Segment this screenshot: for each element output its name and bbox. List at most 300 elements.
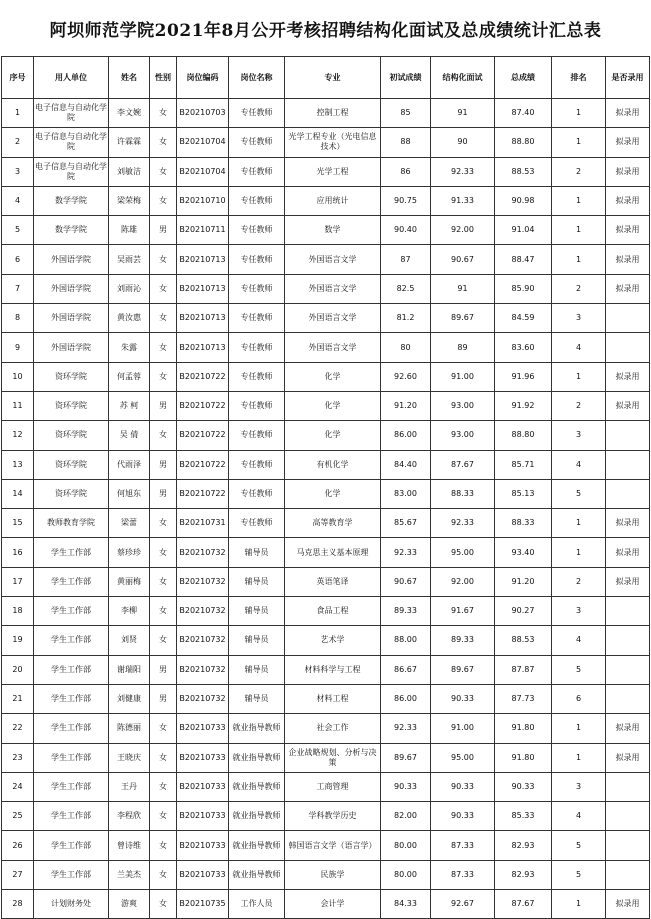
name-cell: 兰美杰 <box>109 860 150 889</box>
rank-cell: 3 <box>552 597 606 626</box>
post-code-cell: B20210722 <box>177 391 229 420</box>
prelim-score-cell: 85.67 <box>381 509 431 538</box>
interview-score-cell: 90.33 <box>431 772 495 801</box>
col-rank-header: 排名 <box>552 57 606 99</box>
name-cell: 李柳 <box>109 597 150 626</box>
post-name-cell: 辅导员 <box>229 538 285 567</box>
name-cell: 谢瑞阳 <box>109 655 150 684</box>
gender-cell: 女 <box>150 186 177 215</box>
rank-cell: 5 <box>552 479 606 508</box>
rank-cell: 1 <box>552 509 606 538</box>
hired-cell: 拟录用 <box>606 186 650 215</box>
prelim-score-cell: 80 <box>381 333 431 362</box>
total-score-cell: 82.93 <box>495 860 552 889</box>
interview-score-cell: 93.00 <box>431 391 495 420</box>
total-score-cell: 82.93 <box>495 831 552 860</box>
employer-cell: 学生工作部 <box>34 538 109 567</box>
table-row <box>2 157 650 186</box>
major-cell: 外国语言文学 <box>285 245 381 274</box>
post-code-cell: B20210733 <box>177 743 229 772</box>
employer-cell: 资环学院 <box>34 450 109 479</box>
prelim-score-cell: 81.2 <box>381 304 431 333</box>
prelim-score-cell: 90.75 <box>381 186 431 215</box>
post-code-cell: B20210711 <box>177 216 229 245</box>
col-hired-header: 是否录用 <box>606 57 650 99</box>
total-score-cell: 87.87 <box>495 655 552 684</box>
total-score-cell: 88.53 <box>495 626 552 655</box>
prelim-score-cell: 92.60 <box>381 362 431 391</box>
rank-cell: 2 <box>552 567 606 596</box>
major-cell: 数学 <box>285 216 381 245</box>
major-cell: 英语笔译 <box>285 567 381 596</box>
post-code-cell: B20210732 <box>177 684 229 713</box>
total-score-cell: 91.96 <box>495 362 552 391</box>
post-name-cell: 专任教师 <box>229 421 285 450</box>
gender-cell: 女 <box>150 714 177 743</box>
post-name-cell: 专任教师 <box>229 479 285 508</box>
prelim-score-cell: 85 <box>381 99 431 128</box>
rank-cell: 1 <box>552 890 606 919</box>
total-score-cell: 87.67 <box>495 890 552 919</box>
interview-score-cell: 92.00 <box>431 216 495 245</box>
gender-cell: 女 <box>150 890 177 919</box>
post-name-cell: 专任教师 <box>229 157 285 186</box>
interview-score-cell: 90.33 <box>431 684 495 713</box>
employer-cell: 计划财务处 <box>34 890 109 919</box>
rank-cell: 3 <box>552 421 606 450</box>
major-cell: 高等教育学 <box>285 509 381 538</box>
major-cell: 化学 <box>285 362 381 391</box>
interview-score-cell: 87.67 <box>431 450 495 479</box>
prelim-score-cell: 90.40 <box>381 216 431 245</box>
post-name-cell: 辅导员 <box>229 626 285 655</box>
table-row <box>2 362 650 391</box>
post-name-cell: 专任教师 <box>229 99 285 128</box>
gender-cell: 男 <box>150 655 177 684</box>
seq-cell: 1 <box>2 99 34 128</box>
hired-cell: 拟录用 <box>606 157 650 186</box>
post-code-cell: B20210704 <box>177 157 229 186</box>
seq-cell: 9 <box>2 333 34 362</box>
major-cell: 会计学 <box>285 890 381 919</box>
prelim-score-cell: 90.33 <box>381 772 431 801</box>
prelim-score-cell: 89.67 <box>381 743 431 772</box>
name-cell: 李文婉 <box>109 99 150 128</box>
interview-score-cell: 91.33 <box>431 186 495 215</box>
interview-score-cell: 93.00 <box>431 421 495 450</box>
prelim-score-cell: 87 <box>381 245 431 274</box>
employer-cell: 数学学院 <box>34 216 109 245</box>
name-cell: 许霖霖 <box>109 128 150 157</box>
interview-score-cell: 91.67 <box>431 597 495 626</box>
seq-cell: 27 <box>2 860 34 889</box>
col-post-code-header: 岗位编码 <box>177 57 229 99</box>
post-name-cell: 辅导员 <box>229 655 285 684</box>
post-code-cell: B20210733 <box>177 714 229 743</box>
major-cell: 光学工程专业（光电信息技术） <box>285 128 381 157</box>
seq-cell: 7 <box>2 274 34 303</box>
prelim-score-cell: 84.40 <box>381 450 431 479</box>
prelim-score-cell: 88 <box>381 128 431 157</box>
table-row <box>2 655 650 684</box>
interview-score-cell: 89 <box>431 333 495 362</box>
major-cell: 有机化学 <box>285 450 381 479</box>
post-name-cell: 专任教师 <box>229 128 285 157</box>
major-cell: 控制工程 <box>285 99 381 128</box>
post-code-cell: B20210733 <box>177 772 229 801</box>
gender-cell: 女 <box>150 245 177 274</box>
major-cell: 化学 <box>285 479 381 508</box>
results-table <box>1 56 650 919</box>
table-row <box>2 245 650 274</box>
post-name-cell: 专任教师 <box>229 391 285 420</box>
employer-cell: 学生工作部 <box>34 597 109 626</box>
post-code-cell: B20210732 <box>177 626 229 655</box>
col-name-header: 姓名 <box>109 57 150 99</box>
gender-cell: 男 <box>150 391 177 420</box>
hired-cell: 拟录用 <box>606 391 650 420</box>
name-cell: 梁蕾 <box>109 509 150 538</box>
rank-cell: 1 <box>552 714 606 743</box>
hired-cell: 拟录用 <box>606 216 650 245</box>
seq-cell: 25 <box>2 802 34 831</box>
gender-cell: 女 <box>150 333 177 362</box>
post-code-cell: B20210733 <box>177 831 229 860</box>
table-row <box>2 860 650 889</box>
seq-cell: 2 <box>2 128 34 157</box>
seq-cell: 10 <box>2 362 34 391</box>
interview-score-cell: 89.67 <box>431 304 495 333</box>
rank-cell: 1 <box>552 538 606 567</box>
major-cell: 企业战略规划、分析与决策 <box>285 743 381 772</box>
gender-cell: 女 <box>150 597 177 626</box>
hired-cell <box>606 860 650 889</box>
post-code-cell: B20210722 <box>177 450 229 479</box>
employer-cell: 学生工作部 <box>34 626 109 655</box>
post-code-cell: B20210732 <box>177 538 229 567</box>
rank-cell: 5 <box>552 831 606 860</box>
name-cell: 王晓庆 <box>109 743 150 772</box>
total-score-cell: 87.73 <box>495 684 552 713</box>
total-score-cell: 83.60 <box>495 333 552 362</box>
name-cell: 何孟蓉 <box>109 362 150 391</box>
post-code-cell: B20210713 <box>177 245 229 274</box>
interview-score-cell: 91.00 <box>431 714 495 743</box>
prelim-score-cell: 82.5 <box>381 274 431 303</box>
post-name-cell: 辅导员 <box>229 597 285 626</box>
employer-cell: 外国语学院 <box>34 274 109 303</box>
major-cell: 化学 <box>285 421 381 450</box>
gender-cell: 女 <box>150 772 177 801</box>
major-cell: 光学工程 <box>285 157 381 186</box>
prelim-score-cell: 86.00 <box>381 684 431 713</box>
table-row <box>2 391 650 420</box>
interview-score-cell: 92.33 <box>431 509 495 538</box>
hired-cell: 拟录用 <box>606 567 650 596</box>
rank-cell: 6 <box>552 684 606 713</box>
major-cell: 韩国语言文学（语言学） <box>285 831 381 860</box>
employer-cell: 资环学院 <box>34 479 109 508</box>
interview-score-cell: 91.00 <box>431 362 495 391</box>
hired-cell: 拟录用 <box>606 128 650 157</box>
header-row <box>2 57 650 99</box>
post-name-cell: 专任教师 <box>229 362 285 391</box>
hired-cell: 拟录用 <box>606 99 650 128</box>
total-score-cell: 88.47 <box>495 245 552 274</box>
col-post-name-header: 岗位名称 <box>229 57 285 99</box>
major-cell: 外国语言文学 <box>285 333 381 362</box>
employer-cell: 电子信息与自动化学院 <box>34 99 109 128</box>
post-name-cell: 就业指导教师 <box>229 802 285 831</box>
total-score-cell: 91.80 <box>495 714 552 743</box>
seq-cell: 6 <box>2 245 34 274</box>
hired-cell <box>606 421 650 450</box>
table-row <box>2 684 650 713</box>
employer-cell: 学生工作部 <box>34 743 109 772</box>
prelim-score-cell: 86 <box>381 157 431 186</box>
table-row <box>2 890 650 919</box>
interview-score-cell: 91 <box>431 99 495 128</box>
name-cell: 吴雨芸 <box>109 245 150 274</box>
gender-cell: 女 <box>150 831 177 860</box>
gender-cell: 女 <box>150 802 177 831</box>
table-row <box>2 450 650 479</box>
employer-cell: 学生工作部 <box>34 684 109 713</box>
major-cell: 民族学 <box>285 860 381 889</box>
post-name-cell: 专任教师 <box>229 245 285 274</box>
employer-cell: 学生工作部 <box>34 655 109 684</box>
post-name-cell: 专任教师 <box>229 216 285 245</box>
col-total-score-header: 总成绩 <box>495 57 552 99</box>
rank-cell: 2 <box>552 157 606 186</box>
interview-score-cell: 95.00 <box>431 743 495 772</box>
table-row <box>2 479 650 508</box>
prelim-score-cell: 80.00 <box>381 860 431 889</box>
major-cell: 化学 <box>285 391 381 420</box>
table-row <box>2 567 650 596</box>
prelim-score-cell: 92.33 <box>381 714 431 743</box>
post-code-cell: B20210733 <box>177 860 229 889</box>
post-name-cell: 辅导员 <box>229 567 285 596</box>
total-score-cell: 88.53 <box>495 157 552 186</box>
seq-cell: 4 <box>2 186 34 215</box>
total-score-cell: 87.40 <box>495 99 552 128</box>
gender-cell: 男 <box>150 450 177 479</box>
gender-cell: 女 <box>150 99 177 128</box>
major-cell: 外国语言文学 <box>285 274 381 303</box>
prelim-score-cell: 83.00 <box>381 479 431 508</box>
table-row <box>2 743 650 772</box>
gender-cell: 女 <box>150 421 177 450</box>
rank-cell: 3 <box>552 772 606 801</box>
name-cell: 游爽 <box>109 890 150 919</box>
name-cell: 陈雄 <box>109 216 150 245</box>
col-major-header: 专业 <box>285 57 381 99</box>
post-name-cell: 专任教师 <box>229 274 285 303</box>
hired-cell <box>606 479 650 508</box>
table-row <box>2 304 650 333</box>
table-row <box>2 831 650 860</box>
interview-score-cell: 87.33 <box>431 860 495 889</box>
seq-cell: 21 <box>2 684 34 713</box>
rank-cell: 1 <box>552 362 606 391</box>
col-interview-score-header: 结构化面试 <box>431 57 495 99</box>
employer-cell: 学生工作部 <box>34 860 109 889</box>
hired-cell <box>606 802 650 831</box>
post-name-cell: 专任教师 <box>229 333 285 362</box>
hired-cell <box>606 450 650 479</box>
post-name-cell: 专任教师 <box>229 304 285 333</box>
rank-cell: 4 <box>552 333 606 362</box>
hired-cell <box>606 831 650 860</box>
col-employer-header: 用人单位 <box>34 57 109 99</box>
seq-cell: 18 <box>2 597 34 626</box>
post-code-cell: B20210732 <box>177 567 229 596</box>
gender-cell: 男 <box>150 684 177 713</box>
employer-cell: 电子信息与自动化学院 <box>34 157 109 186</box>
table-row <box>2 128 650 157</box>
post-code-cell: B20210732 <box>177 597 229 626</box>
major-cell: 艺术学 <box>285 626 381 655</box>
employer-cell: 资环学院 <box>34 421 109 450</box>
name-cell: 陈德丽 <box>109 714 150 743</box>
prelim-score-cell: 86.67 <box>381 655 431 684</box>
post-code-cell: B20210710 <box>177 186 229 215</box>
rank-cell: 5 <box>552 655 606 684</box>
seq-cell: 12 <box>2 421 34 450</box>
prelim-score-cell: 80.00 <box>381 831 431 860</box>
table-row <box>2 216 650 245</box>
document-title: 阿坝师范学院2021年8月公开考核招聘结构化面试及总成绩统计汇总表 <box>49 20 602 41</box>
table-row <box>2 509 650 538</box>
interview-score-cell: 92.33 <box>431 157 495 186</box>
hired-cell <box>606 597 650 626</box>
rank-cell: 1 <box>552 245 606 274</box>
name-cell: 刘贤 <box>109 626 150 655</box>
post-name-cell: 专任教师 <box>229 186 285 215</box>
interview-score-cell: 92.67 <box>431 890 495 919</box>
name-cell: 蔡珍珍 <box>109 538 150 567</box>
gender-cell: 男 <box>150 216 177 245</box>
post-code-cell: B20210713 <box>177 333 229 362</box>
seq-cell: 22 <box>2 714 34 743</box>
total-score-cell: 91.04 <box>495 216 552 245</box>
hired-cell <box>606 626 650 655</box>
post-code-cell: B20210722 <box>177 421 229 450</box>
prelim-score-cell: 86.00 <box>381 421 431 450</box>
table-row <box>2 626 650 655</box>
employer-cell: 外国语学院 <box>34 333 109 362</box>
total-score-cell: 90.27 <box>495 597 552 626</box>
seq-cell: 24 <box>2 772 34 801</box>
seq-cell: 11 <box>2 391 34 420</box>
employer-cell: 学生工作部 <box>34 567 109 596</box>
interview-score-cell: 87.33 <box>431 831 495 860</box>
interview-score-cell: 95.00 <box>431 538 495 567</box>
post-name-cell: 专任教师 <box>229 450 285 479</box>
seq-cell: 5 <box>2 216 34 245</box>
name-cell: 黄丽梅 <box>109 567 150 596</box>
total-score-cell: 88.33 <box>495 509 552 538</box>
post-name-cell: 就业指导教师 <box>229 714 285 743</box>
major-cell: 应用统计 <box>285 186 381 215</box>
hired-cell <box>606 304 650 333</box>
post-code-cell: B20210704 <box>177 128 229 157</box>
hired-cell <box>606 684 650 713</box>
seq-cell: 14 <box>2 479 34 508</box>
table-row <box>2 772 650 801</box>
seq-cell: 19 <box>2 626 34 655</box>
table-row <box>2 802 650 831</box>
rank-cell: 1 <box>552 186 606 215</box>
name-cell: 吴 倩 <box>109 421 150 450</box>
hired-cell: 拟录用 <box>606 743 650 772</box>
total-score-cell: 93.40 <box>495 538 552 567</box>
rank-cell: 2 <box>552 274 606 303</box>
total-score-cell: 85.33 <box>495 802 552 831</box>
gender-cell: 女 <box>150 157 177 186</box>
seq-cell: 26 <box>2 831 34 860</box>
table-row <box>2 99 650 128</box>
employer-cell: 教师教育学院 <box>34 509 109 538</box>
hired-cell: 拟录用 <box>606 890 650 919</box>
major-cell: 材料工程 <box>285 684 381 713</box>
total-score-cell: 84.59 <box>495 304 552 333</box>
interview-score-cell: 88.33 <box>431 479 495 508</box>
gender-cell: 女 <box>150 538 177 567</box>
post-code-cell: B20210703 <box>177 99 229 128</box>
major-cell: 食品工程 <box>285 597 381 626</box>
post-name-cell: 就业指导教师 <box>229 772 285 801</box>
employer-cell: 学生工作部 <box>34 714 109 743</box>
prelim-score-cell: 88.00 <box>381 626 431 655</box>
hired-cell <box>606 655 650 684</box>
total-score-cell: 85.90 <box>495 274 552 303</box>
rank-cell: 4 <box>552 450 606 479</box>
name-cell: 代雨泽 <box>109 450 150 479</box>
post-code-cell: B20210722 <box>177 479 229 508</box>
major-cell: 社会工作 <box>285 714 381 743</box>
post-code-cell: B20210735 <box>177 890 229 919</box>
table-body <box>2 99 650 919</box>
rank-cell: 2 <box>552 391 606 420</box>
interview-score-cell: 90.67 <box>431 245 495 274</box>
gender-cell: 女 <box>150 860 177 889</box>
gender-cell: 女 <box>150 743 177 772</box>
gender-cell: 女 <box>150 128 177 157</box>
interview-score-cell: 89.33 <box>431 626 495 655</box>
gender-cell: 女 <box>150 567 177 596</box>
post-name-cell: 就业指导教师 <box>229 743 285 772</box>
interview-score-cell: 90.33 <box>431 802 495 831</box>
seq-cell: 28 <box>2 890 34 919</box>
seq-cell: 13 <box>2 450 34 479</box>
gender-cell: 女 <box>150 274 177 303</box>
major-cell: 外国语言文学 <box>285 304 381 333</box>
rank-cell: 1 <box>552 743 606 772</box>
total-score-cell: 90.33 <box>495 772 552 801</box>
name-cell: 梁荣梅 <box>109 186 150 215</box>
total-score-cell: 88.80 <box>495 128 552 157</box>
seq-cell: 20 <box>2 655 34 684</box>
employer-cell: 数学学院 <box>34 186 109 215</box>
table-row <box>2 421 650 450</box>
table-row <box>2 538 650 567</box>
employer-cell: 外国语学院 <box>34 304 109 333</box>
rank-cell: 4 <box>552 626 606 655</box>
post-name-cell: 就业指导教师 <box>229 860 285 889</box>
employer-cell: 外国语学院 <box>34 245 109 274</box>
